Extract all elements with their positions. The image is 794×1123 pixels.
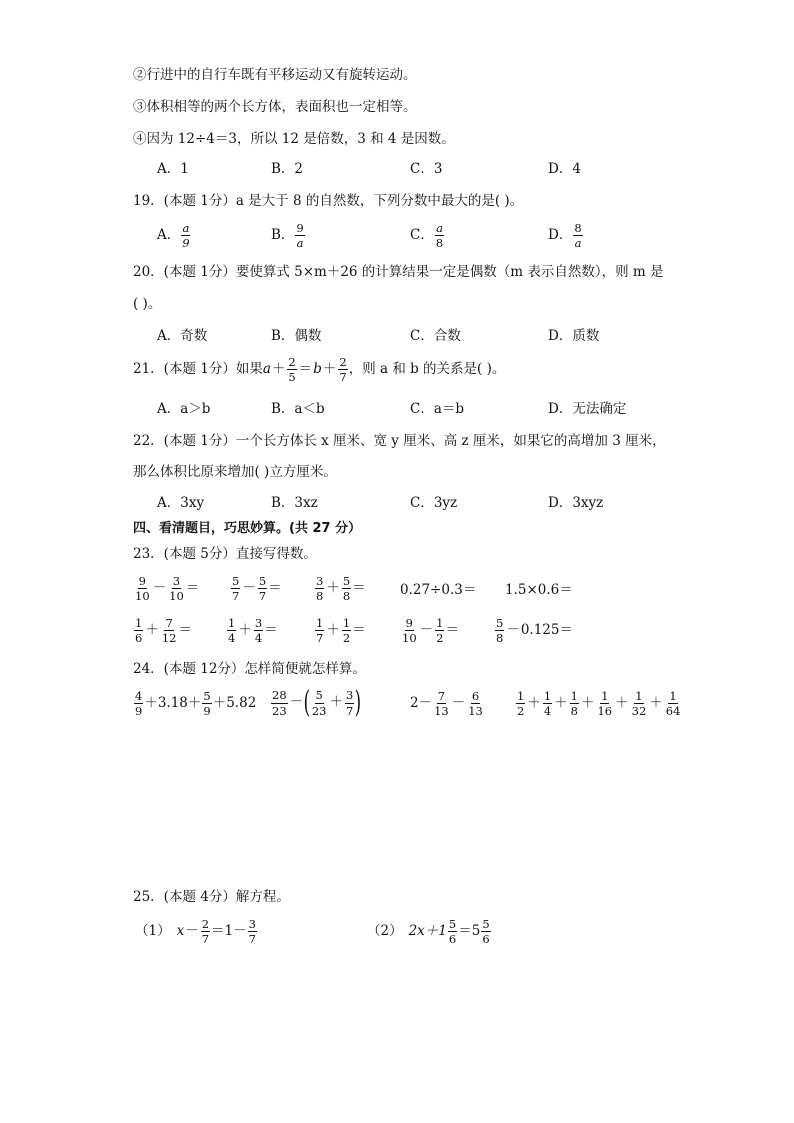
statement-2: ②行进中的自行车既有平移运动又有旋转运动。 xyxy=(133,67,417,83)
q24-expr-4: $\frac{1}{2}$ ＋ $\frac{1}{4}$ ＋ $\frac{1}{8}$ ＋ $\frac{1}{16}$ ＋ $\frac{1}{32}$ ＋ $\frac{1}{64}$ xyxy=(517,689,681,719)
plus: ＋ xyxy=(271,360,286,377)
fraction: $\frac{4}{9}$ xyxy=(135,689,143,719)
fraction: $\frac{1}{2}$ xyxy=(342,616,351,646)
fraction: $\frac{5}{7}$ xyxy=(258,574,267,604)
q18-option-a[interactable]: A．1 xyxy=(157,161,189,177)
q22-option-a[interactable]: A．3xy xyxy=(157,495,205,511)
fraction: $\frac{28}{23}$ xyxy=(272,688,287,718)
fraction: $\frac{a}{8}$ xyxy=(435,221,444,251)
statement-4: ④因为 12÷4＝3，所以 12 是倍数，3 和 4 是因数。 xyxy=(133,131,455,147)
q23-expr-1: $\frac{9}{10}$ － $\frac{3}{10}$ ＝ xyxy=(135,574,200,604)
fraction: $\frac{a}{9}$ xyxy=(182,221,190,251)
q23-expr-2: $\frac{5}{7}$ － $\frac{5}{7}$ ＝ xyxy=(232,574,282,604)
q21-option-d[interactable]: D．无法确定 xyxy=(548,401,627,417)
q23-question: 23．(本题 5分）直接写得数。 xyxy=(133,546,317,562)
q25-equation-1: （1） x － $\frac{2}{7}$ ＝1－ $\frac{3}{7}$ xyxy=(135,917,256,947)
q20-option-c[interactable]: C．合数 xyxy=(410,328,461,344)
fraction: $\frac{1}{32}$ xyxy=(631,689,647,719)
q20-option-d[interactable]: D．质数 xyxy=(548,328,600,344)
fraction: $\frac{1}{7}$ xyxy=(316,616,324,646)
option-label: C． xyxy=(410,226,434,243)
q23-expr-6: $\frac{1}{6}$ ＋ $\frac{7}{12}$ ＝ xyxy=(135,616,192,646)
q19-option-c[interactable] xyxy=(410,222,445,249)
q22-option-d[interactable]: D．3xyz xyxy=(548,495,604,511)
option-label: D． xyxy=(548,226,573,243)
fraction: $\frac{5}{23}$ xyxy=(311,688,327,718)
q18-option-b[interactable]: B．2 xyxy=(271,161,304,177)
q20-question-line1: 20．(本题 1分）要使算式 5×m＋26 的计算结果一定是偶数（m 表示自然数），则 m 是 xyxy=(133,264,664,280)
q19-question: 19．(本题 1分）a 是大于 8 的自然数，下列分数中最大的是( )。 xyxy=(133,193,524,209)
q22-option-b[interactable]: B．3xz xyxy=(271,495,318,511)
fraction: $\frac{2}{7}$ xyxy=(201,917,210,947)
left-paren: ( xyxy=(303,685,311,720)
fraction: $\frac{1}{4}$ xyxy=(228,616,236,646)
q21-option-a[interactable]: A．a＞b xyxy=(157,401,211,417)
q21-option-b[interactable]: B．a＜b xyxy=(271,401,325,417)
fraction: $\frac{1}{16}$ xyxy=(597,689,613,719)
fraction: $\frac{7}{12}$ xyxy=(161,616,177,646)
fraction: $\frac{5}{6}$ xyxy=(482,917,490,947)
fraction: $\frac{1}{2}$ xyxy=(436,616,444,646)
q21-question xyxy=(133,356,505,383)
fraction: $\frac{5}{9}$ xyxy=(203,689,211,719)
fraction: $\frac{5}{8}$ xyxy=(342,574,351,604)
q23-expr-10: $\frac{5}{8}$ － 0.125＝ xyxy=(496,616,573,646)
q23-expr-3: $\frac{3}{8}$ ＋ $\frac{5}{8}$ ＝ xyxy=(316,574,366,604)
q22-question-line1: 22．(本题 1分）一个长方体长 x 厘米、宽 y 厘米、高 z 厘米，如果它的高增加 3 厘米， xyxy=(133,433,666,449)
q21-prefix: 21．(本题 1分）如果 xyxy=(133,360,263,377)
fraction: $\frac{3}{8}$ xyxy=(316,574,324,604)
q23-expr-5: 1.5×0.6＝ xyxy=(505,582,573,598)
q18-option-c[interactable]: C．3 xyxy=(410,161,443,177)
fraction: $\frac{3}{7}$ xyxy=(346,688,354,718)
fraction: $\frac{1}{6}$ xyxy=(135,616,143,646)
q19-option-d[interactable] xyxy=(548,222,584,249)
fraction: $\frac{1}{4}$ xyxy=(543,689,552,719)
right-paren: ) xyxy=(354,685,362,720)
section-title: 四、看清题目，巧思妙算。(共 27 分） xyxy=(133,521,362,536)
fraction: $\frac{3}{10}$ xyxy=(169,574,184,604)
q24-question: 24．(本题 12分）怎样简便就怎样算。 xyxy=(133,661,366,677)
statement-3: ③体积相等的两个长方体，表面积也一定相等。 xyxy=(133,99,417,115)
q23-expr-4: 0.27÷0.3＝ xyxy=(400,582,477,598)
q19-option-b[interactable] xyxy=(271,222,306,249)
fraction: $\frac{8}{a}$ xyxy=(574,221,582,251)
q23-expr-7: $\frac{1}{4}$ ＋ $\frac{3}{4}$ ＝ xyxy=(228,616,278,646)
fraction: $\frac{2}{5}$ xyxy=(288,355,296,385)
q23-expr-8: $\frac{1}{7}$ ＋ $\frac{1}{2}$ ＝ xyxy=(316,616,366,646)
fraction: $\frac{5}{8}$ xyxy=(496,616,504,646)
fraction: $\frac{1}{64}$ xyxy=(665,689,681,719)
equals: ＝ xyxy=(298,360,313,377)
q18-option-d[interactable]: D．4 xyxy=(548,161,581,177)
fraction: $\frac{1}{8}$ xyxy=(570,689,578,719)
fraction: $\frac{6}{13}$ xyxy=(468,689,483,719)
q20-option-a[interactable]: A．奇数 xyxy=(157,328,208,344)
fraction: $\frac{1}{2}$ xyxy=(517,689,525,719)
q20-question-line2: ( )。 xyxy=(133,296,162,312)
q23-expr-9: $\frac{9}{10}$ － $\frac{1}{2}$ ＝ xyxy=(402,616,459,646)
option-label: B． xyxy=(271,226,295,243)
q25-equation-2: （2） 2x＋1 $\frac{5}{6}$ ＝5 $\frac{5}{6}$ xyxy=(367,917,490,947)
fraction: $\frac{9}{a}$ xyxy=(296,221,304,251)
fraction: $\frac{9}{10}$ xyxy=(135,574,150,604)
fraction: $\frac{3}{7}$ xyxy=(248,917,256,947)
var-b: b xyxy=(313,360,322,377)
fraction: $\frac{5}{7}$ xyxy=(232,574,240,604)
fraction: $\frac{7}{13}$ xyxy=(434,689,449,719)
fraction: $\frac{3}{4}$ xyxy=(254,616,263,646)
fraction: $\frac{5}{6}$ xyxy=(448,917,457,947)
q22-option-c[interactable]: C．3yz xyxy=(410,495,458,511)
var-a: a xyxy=(262,360,271,377)
q24-expr-2: $\frac{28}{23}$ － ( $\frac{5}{23}$ ＋ $\frac{3}{7}$ ) xyxy=(272,685,362,720)
q21-option-c[interactable]: C．a＝b xyxy=(410,401,465,417)
q19-option-a[interactable] xyxy=(157,222,192,249)
q25-question: 25．(本题 4分）解方程。 xyxy=(133,889,290,905)
q24-expr-1: $\frac{4}{9}$ ＋3.18＋ $\frac{5}{9}$ ＋5.82 xyxy=(135,689,257,719)
q24-expr-3: 2－ $\frac{7}{13}$ － $\frac{6}{13}$ xyxy=(410,689,483,719)
fraction: $\frac{9}{10}$ xyxy=(402,616,417,646)
option-label: A． xyxy=(157,226,181,243)
q22-question-line2: 那么体积比原来增加( )立方厘米。 xyxy=(133,464,337,480)
q21-suffix: ，则 a 和 b 的关系是( )。 xyxy=(348,360,506,377)
plus: ＋ xyxy=(322,360,337,377)
q20-option-b[interactable]: B．偶数 xyxy=(271,328,322,344)
fraction: $\frac{2}{7}$ xyxy=(339,355,347,385)
